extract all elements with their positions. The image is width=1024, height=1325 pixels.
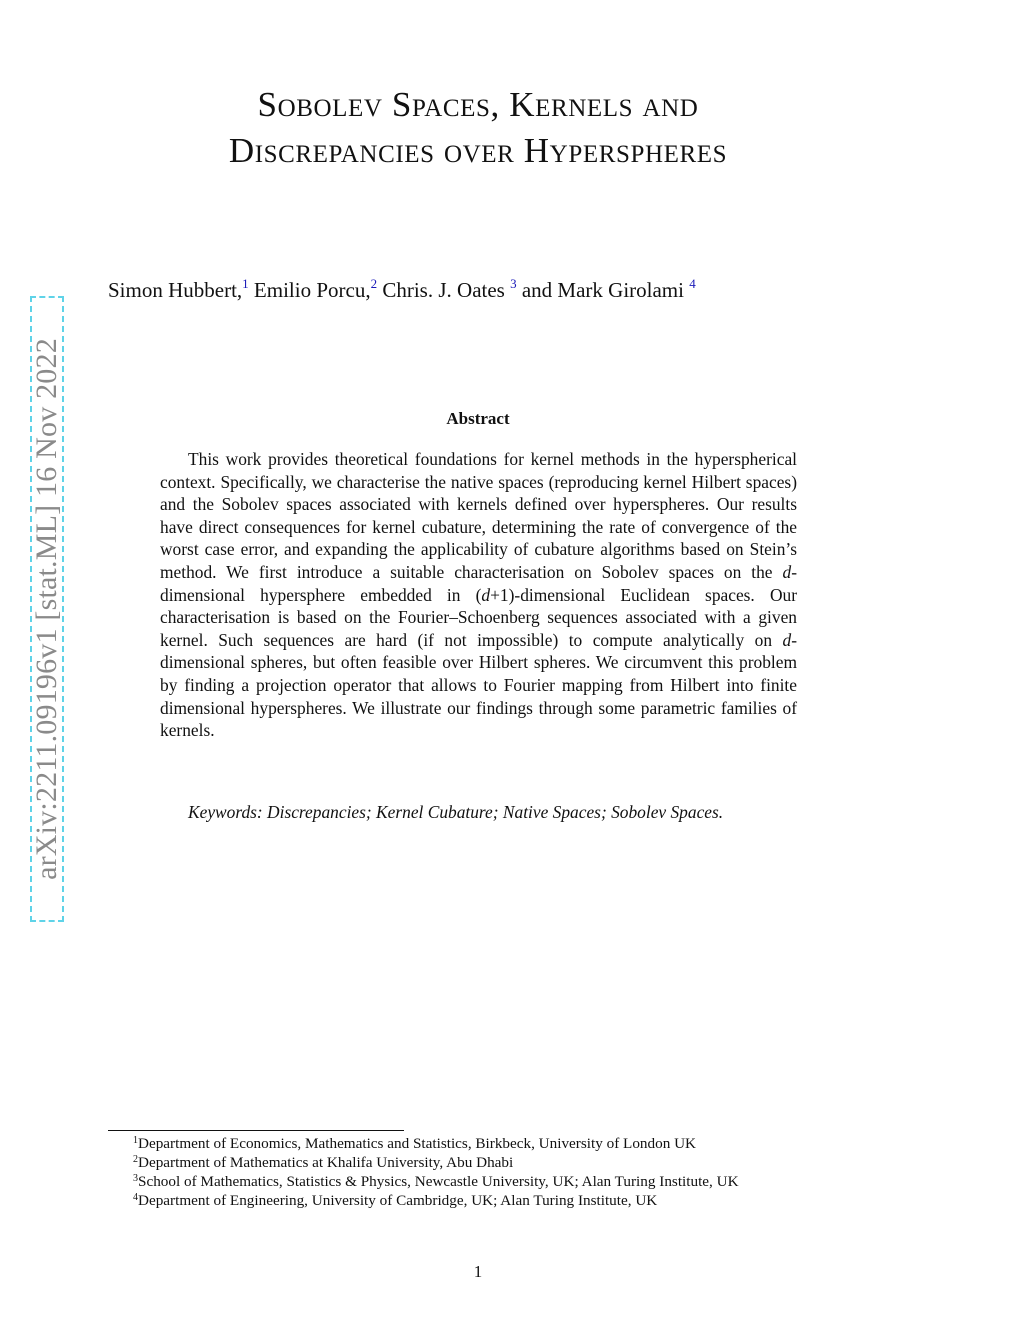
footnote-text: Department of Economics, Mathematics and Statistics, Birkbeck, University of London UK — [138, 1135, 697, 1152]
affiliation-mark-link[interactable]: 4 — [689, 276, 696, 291]
footnote-text: School of Mathematics, Statistics & Physics, Newcastle University, UK; Alan Turing Institute, UK — [138, 1173, 739, 1190]
footnote-text: Department of Engineering, University of Cambridge, UK; Alan Turing Institute, UK — [138, 1192, 658, 1209]
author-name: Mark Girolami — [557, 278, 690, 302]
affiliation-mark-link[interactable]: 1 — [242, 276, 249, 291]
footnote-item — [108, 1153, 848, 1172]
arxiv-identifier-stamp[interactable] — [30, 296, 64, 922]
footnote-text: Department of Mathematics at Khalifa University, Abu Dhabi — [138, 1154, 514, 1171]
affiliation-mark-link[interactable]: 2 — [370, 276, 378, 291]
arxiv-identifier-text: arXiv:2211.09196v1 [stat.ML] 16 Nov 2022 — [30, 338, 63, 880]
author-name: Emilio Porcu, — [253, 278, 371, 302]
footnote-divider — [108, 1130, 404, 1131]
paper-title-line-1: Sobolev Spaces, Kernels and — [257, 85, 699, 124]
math-variable-d: d — [782, 629, 792, 650]
abstract-text-segment: -dimensional spheres, but often feasible over Hilbert spheres. We circumvent this problem by finding a projection operator that allows to Fourier mapping from Hilbert into finite dimensional hyperspheres. We illustrate our findings through some parametric families of kernels. — [160, 629, 797, 741]
abstract-text-segment: -dimensional hypersphere embedded in ( — [160, 561, 797, 605]
author-separator: and — [516, 278, 558, 302]
abstract-text — [160, 448, 797, 742]
keywords-line: Keywords: Discrepancies; Kernel Cubature; Native Spaces; Sobolev Spaces. — [188, 802, 724, 822]
math-variable-d: d — [481, 584, 491, 605]
paper-title-line-2: Discrepancies over Hyperspheres — [228, 131, 728, 170]
footnote-list — [108, 1134, 848, 1210]
author-list — [108, 276, 868, 304]
paper-title — [120, 82, 836, 174]
footnote-item — [108, 1191, 848, 1210]
author-name: Simon Hubbert, — [108, 278, 243, 302]
footnote-item — [108, 1134, 848, 1153]
math-variable-d: d — [782, 561, 792, 582]
abstract-text-segment: This work provides theoretical foundations for kernel methods in the hyperspherical context. Specifically, we characterise the native spaces (reproducing kernel Hilbert spaces) and the Sobolev spaces associated with kernels defined over hyperspheres. Our results have direct consequences for kernel cubature, determining the rate of convergence of the worst case error, and expanding the applicability of cubature algorithms based on Stein’s method. We first introduce a suitable characterisation on Sobolev spaces on the — [160, 449, 797, 582]
abstract-text-segment: +1)-dimensional Euclidean spaces. Our characterisation is based on the Fourier–Schoenberg sequences associated with a given kernel. Such sequences are hard (if not impossible) to compute analytically on — [160, 584, 797, 650]
footnote-mark: 2 — [133, 1154, 138, 1165]
footnote-mark: 4 — [133, 1192, 138, 1203]
footnote-mark: 3 — [133, 1173, 138, 1184]
page-number: 1 — [473, 1262, 483, 1281]
footnote-mark: 1 — [133, 1135, 138, 1146]
author-name: Chris. J. Oates — [382, 278, 511, 302]
footnote-item — [108, 1172, 848, 1191]
abstract-heading: Abstract — [446, 409, 510, 428]
affiliation-mark-link[interactable]: 3 — [510, 276, 517, 291]
